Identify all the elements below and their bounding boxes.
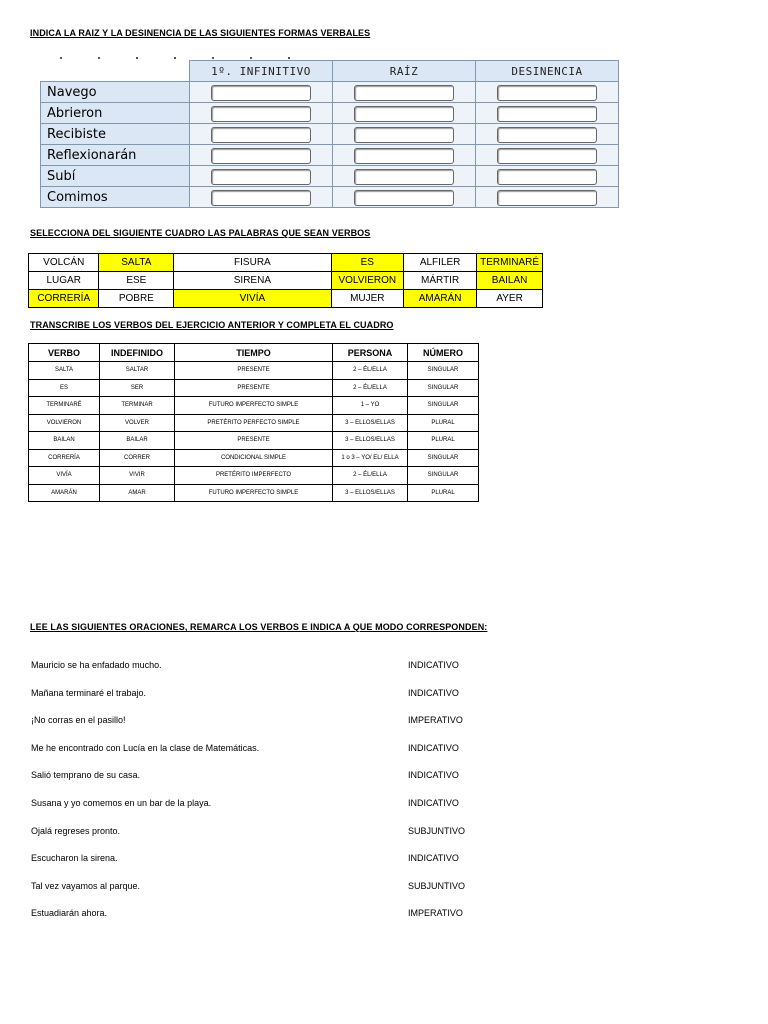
- answer-box[interactable]: [354, 190, 454, 206]
- answer-box[interactable]: [354, 85, 454, 101]
- sentence-row: [31, 826, 591, 854]
- table-row: [29, 379, 479, 397]
- table-cell: 3 – ELLOS/ELLAS: [333, 484, 408, 502]
- table-cell: CONDICIONAL SIMPLE: [175, 449, 333, 467]
- table-cell: PRESENTE: [175, 379, 333, 397]
- sentence-text: Mauricio se ha enfadado mucho.: [31, 660, 162, 670]
- table-cell: VIVIR: [100, 467, 175, 485]
- table-cell: VOLVER: [100, 414, 175, 432]
- sentence-text: Tal vez vayamos al parque.: [31, 880, 141, 891]
- answer-box[interactable]: [354, 127, 454, 143]
- answer-box[interactable]: [497, 106, 597, 122]
- mode-answer: INDICATIVO: [408, 687, 459, 698]
- verb-label: Subí: [41, 166, 190, 187]
- sentence-text: Escucharon la sirena.: [31, 853, 118, 864]
- table-cell: VOLVIERON: [29, 414, 100, 432]
- verb-label: Navego: [41, 82, 190, 103]
- word-cell[interactable]: MÁRTIR: [404, 272, 477, 290]
- word-cell[interactable]: CORRERÍA: [29, 290, 99, 308]
- table-cell: AMAR: [100, 484, 175, 502]
- table-cell: 1 – YO: [333, 397, 408, 415]
- table-cell: PLURAL: [408, 414, 479, 432]
- table-cell: PRESENTE: [175, 432, 333, 450]
- header-persona: PERSONA: [333, 344, 408, 362]
- table-cell: 2 – ÉL/ELLA: [333, 362, 408, 380]
- answer-box[interactable]: [497, 148, 597, 164]
- answer-box[interactable]: [497, 169, 597, 185]
- header-raiz: RAÍZ: [333, 61, 476, 82]
- word-row: [29, 254, 543, 272]
- sentence-row: [31, 881, 591, 909]
- word-row: [29, 290, 543, 308]
- table-cell: 1 o 3 – YO/ EL/ ELLA: [333, 449, 408, 467]
- table-cell: PRESENTE: [175, 362, 333, 380]
- table-row: [29, 484, 479, 502]
- sentence-text: Me he encontrado con Lucía en la clase de Matemáticas.: [31, 742, 260, 753]
- mode-answer: SUBJUNTIVO: [408, 880, 466, 891]
- mode-answer: IMPERATIVO: [408, 908, 463, 919]
- answer-box[interactable]: [211, 190, 311, 206]
- sentence-row: [31, 660, 591, 688]
- table-cell: ES: [29, 379, 100, 397]
- word-cell[interactable]: VOLCÁN: [29, 254, 99, 272]
- verb-label: Reflexionarán: [41, 145, 190, 166]
- verb-label: Abrieron: [41, 103, 190, 124]
- mode-answer: INDICATIVO: [408, 853, 459, 864]
- table-cell: 2 – ÉL/ELLA: [333, 467, 408, 485]
- word-cell[interactable]: ES: [331, 254, 404, 272]
- table-cell: AMARÁN: [29, 484, 100, 502]
- sentence-row: [31, 853, 591, 881]
- word-cell[interactable]: VIVÍA: [174, 290, 331, 308]
- table-cell: SINGULAR: [408, 397, 479, 415]
- table-cell: PRETÉRITO IMPERFECTO: [175, 467, 333, 485]
- answer-box[interactable]: [211, 169, 311, 185]
- table-row: [29, 414, 479, 432]
- answer-box[interactable]: [211, 85, 311, 101]
- mode-answer: SUBJUNTIVO: [408, 825, 466, 836]
- mode-answer: INDICATIVO: [408, 770, 459, 781]
- table-cell: TERMINAR: [100, 397, 175, 415]
- answer-box[interactable]: [497, 127, 597, 143]
- table-cell: SALTA: [29, 362, 100, 380]
- word-cell[interactable]: SIRENA: [174, 272, 331, 290]
- verb-analysis-table: [28, 343, 479, 502]
- mode-answer: INDICATIVO: [408, 797, 459, 808]
- sentence-row: [31, 743, 591, 771]
- table-cell: SINGULAR: [408, 449, 479, 467]
- ex4-title: LEE LAS SIGUIENTES ORACIONES, REMARCA LOS VERBOS E INDICA A QUE MODO CORRESPONDEN:: [30, 622, 488, 632]
- word-cell[interactable]: SALTA: [99, 254, 174, 272]
- table-cell: PLURAL: [408, 432, 479, 450]
- table-cell: CORRER: [100, 449, 175, 467]
- table-row: [29, 449, 479, 467]
- table-row: [29, 397, 479, 415]
- table-cell: VIVÍA: [29, 467, 100, 485]
- table-cell: SINGULAR: [408, 467, 479, 485]
- answer-box[interactable]: [211, 148, 311, 164]
- answer-box[interactable]: [211, 127, 311, 143]
- verb-label: Recibiste: [41, 124, 190, 145]
- answer-box[interactable]: [354, 106, 454, 122]
- sentence-text: ¡No corras en el pasillo!: [31, 715, 126, 726]
- word-cell[interactable]: VOLVIERON: [331, 272, 404, 290]
- sentence-row: [31, 688, 591, 716]
- word-cell[interactable]: BAILAN: [477, 272, 543, 290]
- table-cell: SINGULAR: [408, 362, 479, 380]
- header-numero: NÚMERO: [408, 344, 479, 362]
- word-cell[interactable]: ALFILER: [404, 254, 477, 272]
- mode-answer: IMPERATIVO: [408, 715, 463, 726]
- word-cell[interactable]: LUGAR: [29, 272, 99, 290]
- word-cell[interactable]: MUJER: [331, 290, 404, 308]
- ex3-title: TRANSCRIBE LOS VERBOS DEL EJERCICIO ANTERIOR Y COMPLETA EL CUADRO: [30, 320, 394, 330]
- mode-answer: INDICATIVO: [408, 742, 459, 753]
- sentence-text: Salió temprano de su casa.: [31, 770, 141, 781]
- verb-label: Comimos: [41, 187, 190, 208]
- answer-box[interactable]: [354, 148, 454, 164]
- table-cell: PLURAL: [408, 484, 479, 502]
- header-indefinido: INDEFINIDO: [100, 344, 175, 362]
- word-cell[interactable]: FISURA: [174, 254, 331, 272]
- ex1-title: INDICA LA RAIZ Y LA DESINENCIA DE LAS SIGUIENTES FORMAS VERBALES: [30, 28, 371, 38]
- table-cell: TERMINARÉ: [29, 397, 100, 415]
- sentence-text: Estuadiarán ahora.: [31, 908, 108, 919]
- mode-answer: INDICATIVO: [408, 660, 459, 670]
- table-cell: SALTAR: [100, 362, 175, 380]
- word-row: [29, 272, 543, 290]
- root-ending-table: [40, 60, 619, 208]
- table-row: [29, 362, 479, 380]
- sentence-text: Susana y yo comemos en un bar de la playa.: [31, 797, 212, 808]
- table-cell: 2 – ÉL/ELLA: [333, 379, 408, 397]
- sentence-row: [31, 908, 591, 936]
- word-cell[interactable]: POBRE: [99, 290, 174, 308]
- table-cell: 3 – ELLOS/ELLAS: [333, 414, 408, 432]
- sentence-row: [31, 715, 591, 743]
- word-cell[interactable]: AMARÁN: [404, 290, 477, 308]
- answer-box[interactable]: [211, 106, 311, 122]
- table-cell: BAILAR: [100, 432, 175, 450]
- table-cell: 3 – ELLOS/ELLAS: [333, 432, 408, 450]
- table-cell: CORRERÍA: [29, 449, 100, 467]
- sentence-list: [31, 660, 591, 936]
- table-row: [29, 467, 479, 485]
- header-tiempo: TIEMPO: [175, 344, 333, 362]
- answer-box[interactable]: [497, 190, 597, 206]
- answer-box[interactable]: [497, 85, 597, 101]
- table-row: [29, 432, 479, 450]
- table-cell: FUTURO IMPERFECTO SIMPLE: [175, 397, 333, 415]
- word-grid-table: [28, 253, 543, 308]
- scan-dots: [60, 46, 360, 50]
- word-cell[interactable]: AYER: [477, 290, 543, 308]
- ex2-title: SELECCIONA DEL SIGUIENTE CUADRO LAS PALABRAS QUE SEAN VERBOS: [30, 228, 371, 238]
- header-verbo: VERBO: [29, 344, 100, 362]
- word-cell[interactable]: TERMINARÉ: [477, 254, 543, 272]
- sentence-text: Mañana terminaré el trabajo.: [31, 687, 147, 698]
- word-cell[interactable]: ESE: [99, 272, 174, 290]
- sentence-row: [31, 798, 591, 826]
- sentence-text: Ojalá regreses pronto.: [31, 825, 121, 836]
- table-cell: SINGULAR: [408, 379, 479, 397]
- header-infinitivo: 1º. INFINITIVO: [190, 61, 333, 82]
- sentence-row: [31, 770, 591, 798]
- table-cell: SER: [100, 379, 175, 397]
- answer-box[interactable]: [354, 169, 454, 185]
- table-cell: FUTURO IMPERFECTO SIMPLE: [175, 484, 333, 502]
- header-desinencia: DESINENCIA: [476, 61, 619, 82]
- table-cell: BAILAN: [29, 432, 100, 450]
- table-cell: PRETÉRITO PERFECTO SIMPLE: [175, 414, 333, 432]
